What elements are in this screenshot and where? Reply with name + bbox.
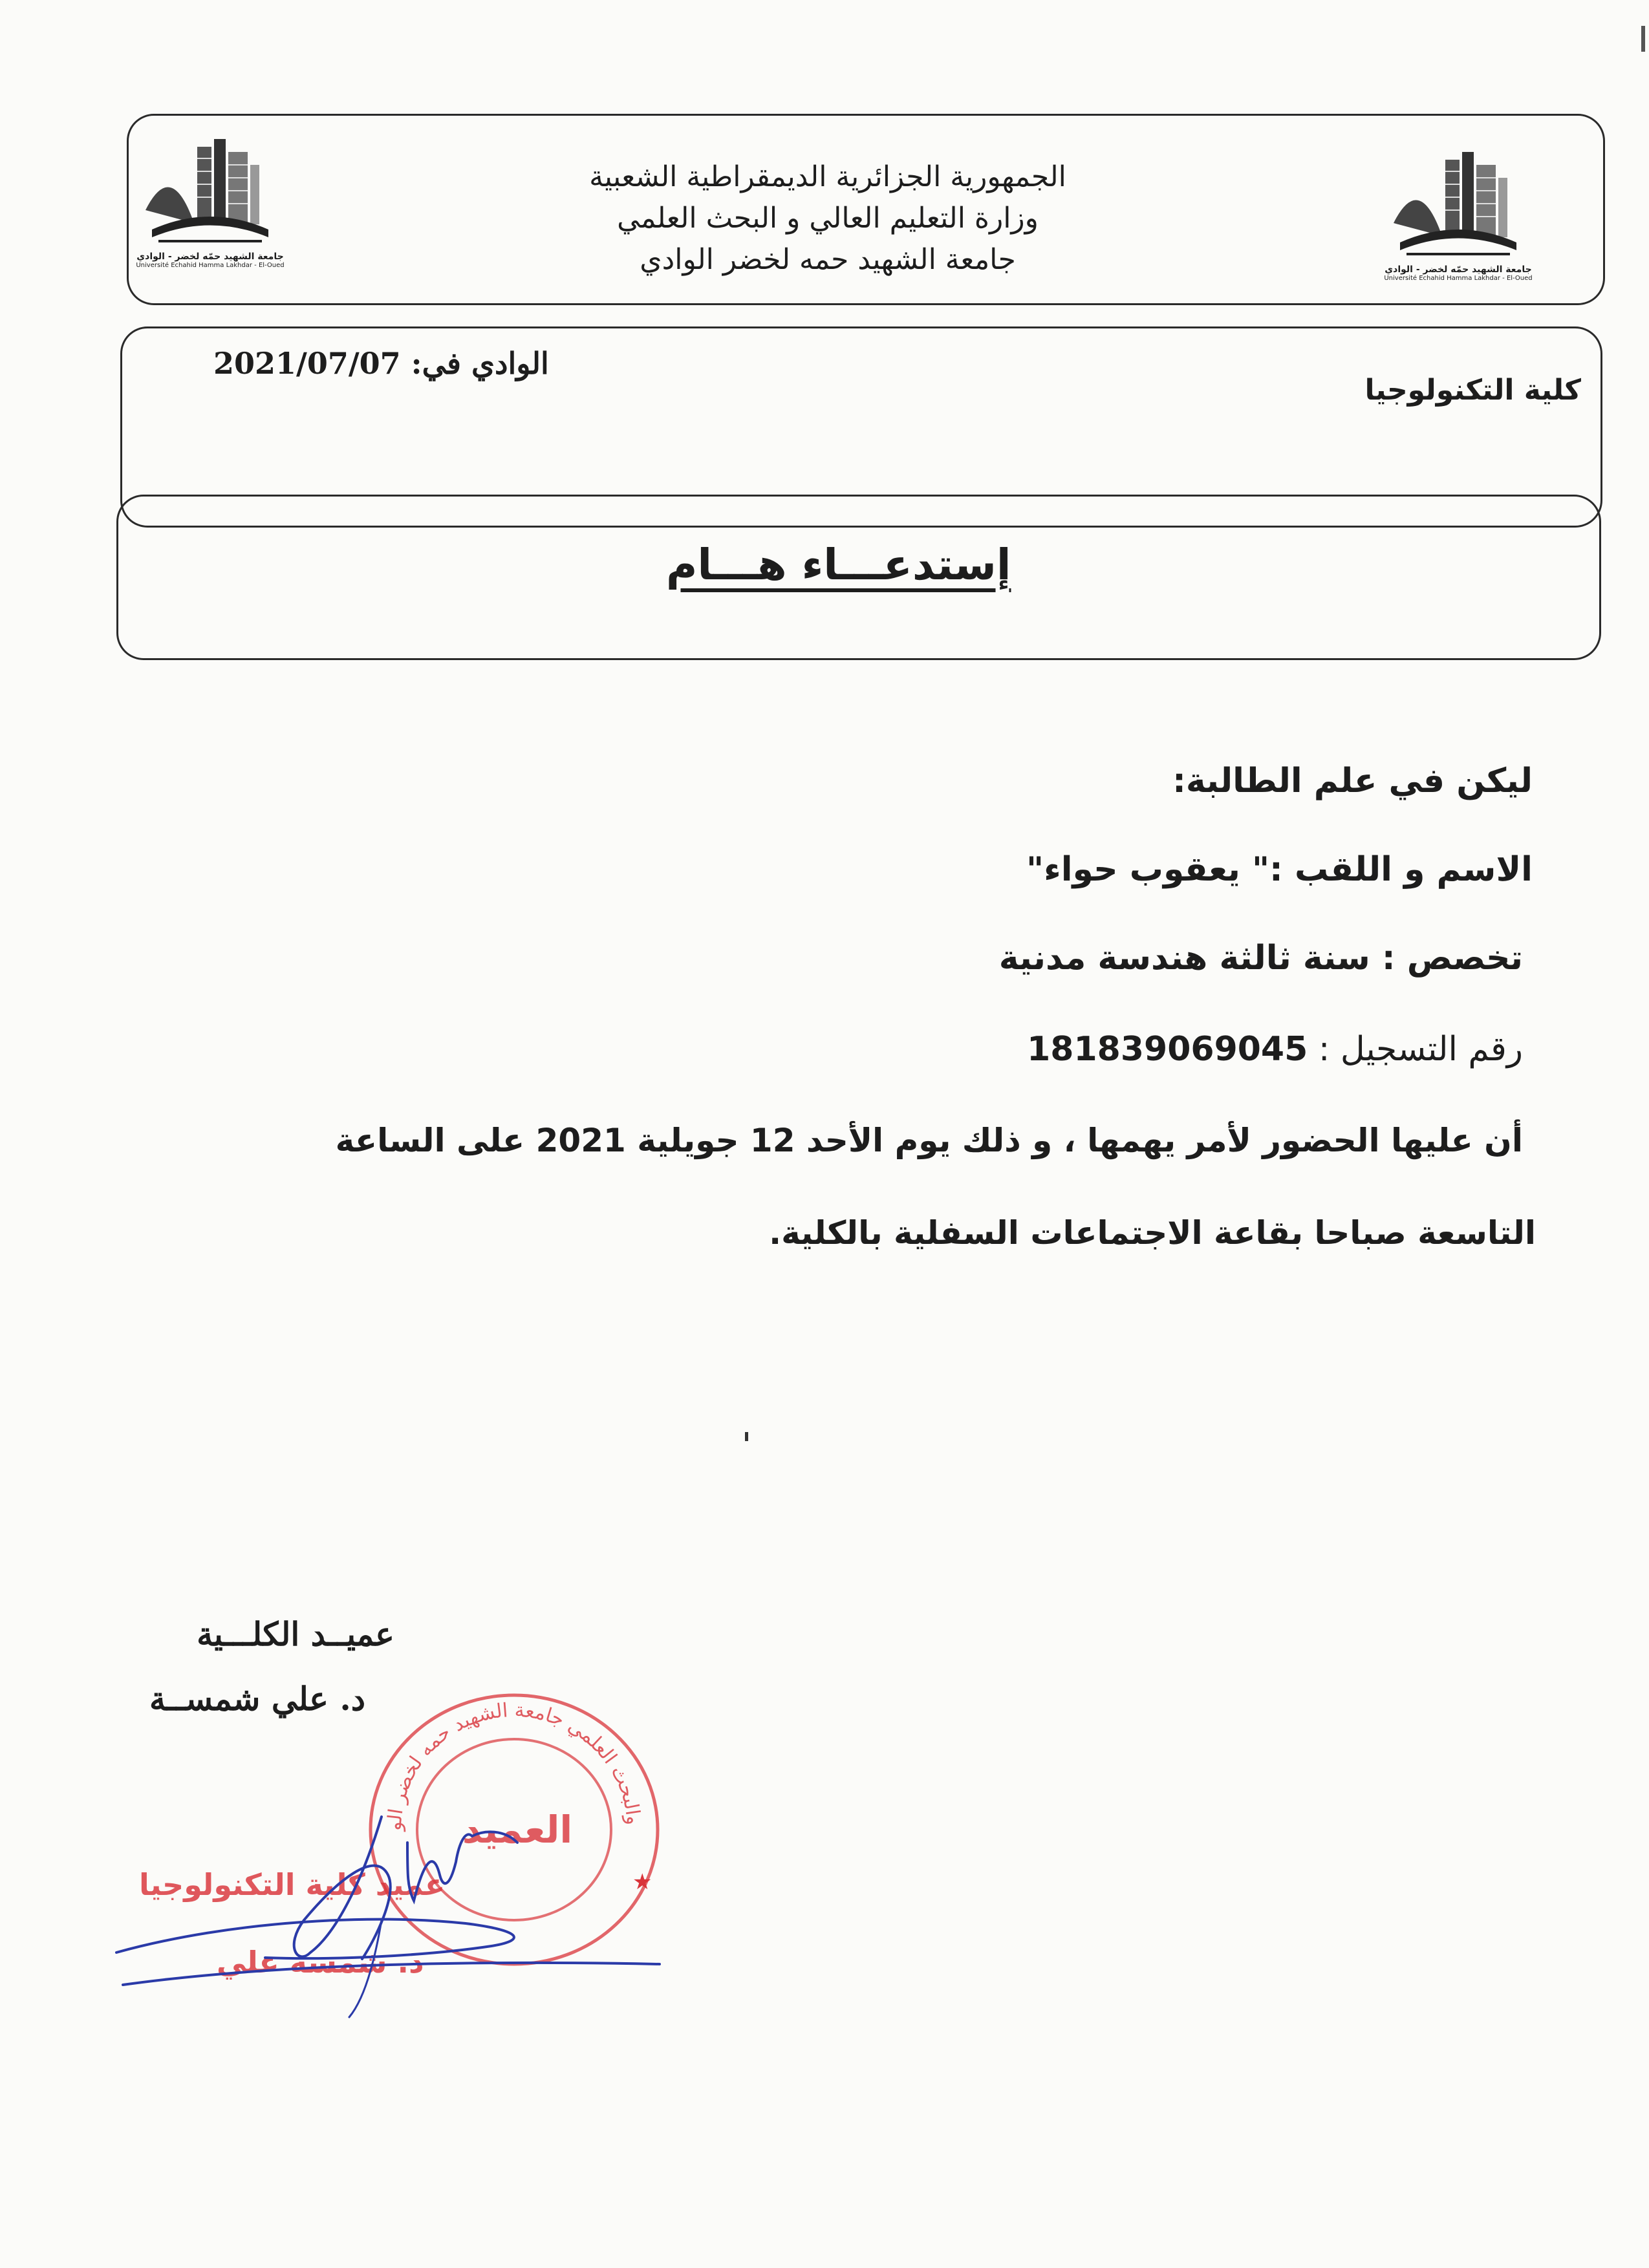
header-university: جامعة الشهيد حمه لخضر الوادي [640, 243, 1016, 276]
dean-name: د. علي شمســة [149, 1680, 365, 1718]
paragraph-line-1: أن عليها الحضور لأمر يهمها ، و ذلك يوم الأحد 12 جويلية 2021 على الساعة [335, 1122, 1523, 1159]
dean-title: عميــد الكلـــية [197, 1615, 394, 1653]
university-logo-left [133, 133, 288, 281]
dean-signature [103, 1791, 685, 2024]
logo-caption-arabic: جامعة الشهيد حمّه لخضر - الوادي [136, 251, 284, 262]
building-book-icon [1381, 145, 1536, 262]
date-line [213, 346, 549, 381]
scan-speck [1641, 26, 1645, 52]
header-republic: الجمهورية الجزائرية الديمقراطية الشعبية [589, 160, 1066, 193]
building-book-icon [133, 133, 288, 249]
date-value: 2021/07/07 [213, 346, 401, 381]
logo-caption-arabic: جامعة الشهيد حمّه لخضر - الوادي [1385, 264, 1532, 275]
header-ministry: وزارة التعليم العالي و البحث العلمي [617, 202, 1039, 235]
logo-caption-french: Université Echahid Hamma Lakhdar - El-Oued [136, 262, 285, 269]
stamp-star-icon: ★ [632, 1869, 652, 1895]
intro-line: ليكن في علم الطالبة: [1172, 762, 1533, 800]
stamp-line-2: د. شمسة علي [217, 1945, 424, 1980]
logo-caption-french: Université Echahid Hamma Lakhdar - El-Oued [1384, 275, 1533, 282]
student-name-line: الاسم و اللقب :" يعقوب حواء" [1026, 850, 1533, 889]
scan-speck [745, 1432, 748, 1441]
registration-label: رقم التسجيل : [1318, 1030, 1523, 1069]
university-logo-right [1381, 145, 1536, 294]
specialty-line: تخصص : سنة ثالثة هندسة مدنية [998, 939, 1523, 978]
handwritten-signature-icon [103, 1791, 685, 2024]
faculty-name: كلية التكنولوجيا [1364, 374, 1581, 407]
stamp-ring-text: والبحث العلمي جامعة الشهيد حمه لخضر الو [383, 1698, 645, 1832]
stamp-center-text: العميد [462, 1808, 573, 1852]
paragraph-line-2: التاسعة صباحا بقاعة الاجتماعات السفلية بالكلية. [769, 1214, 1536, 1252]
date-label: الوادي في: [411, 346, 549, 381]
registration-number: 181839069045 [1027, 1030, 1308, 1069]
stamp-line-1: عميد كلية التكنولوجيا [139, 1867, 446, 1902]
registration-line [1027, 1030, 1523, 1069]
document-title: إستدعـــاء هـــام [666, 540, 1011, 590]
